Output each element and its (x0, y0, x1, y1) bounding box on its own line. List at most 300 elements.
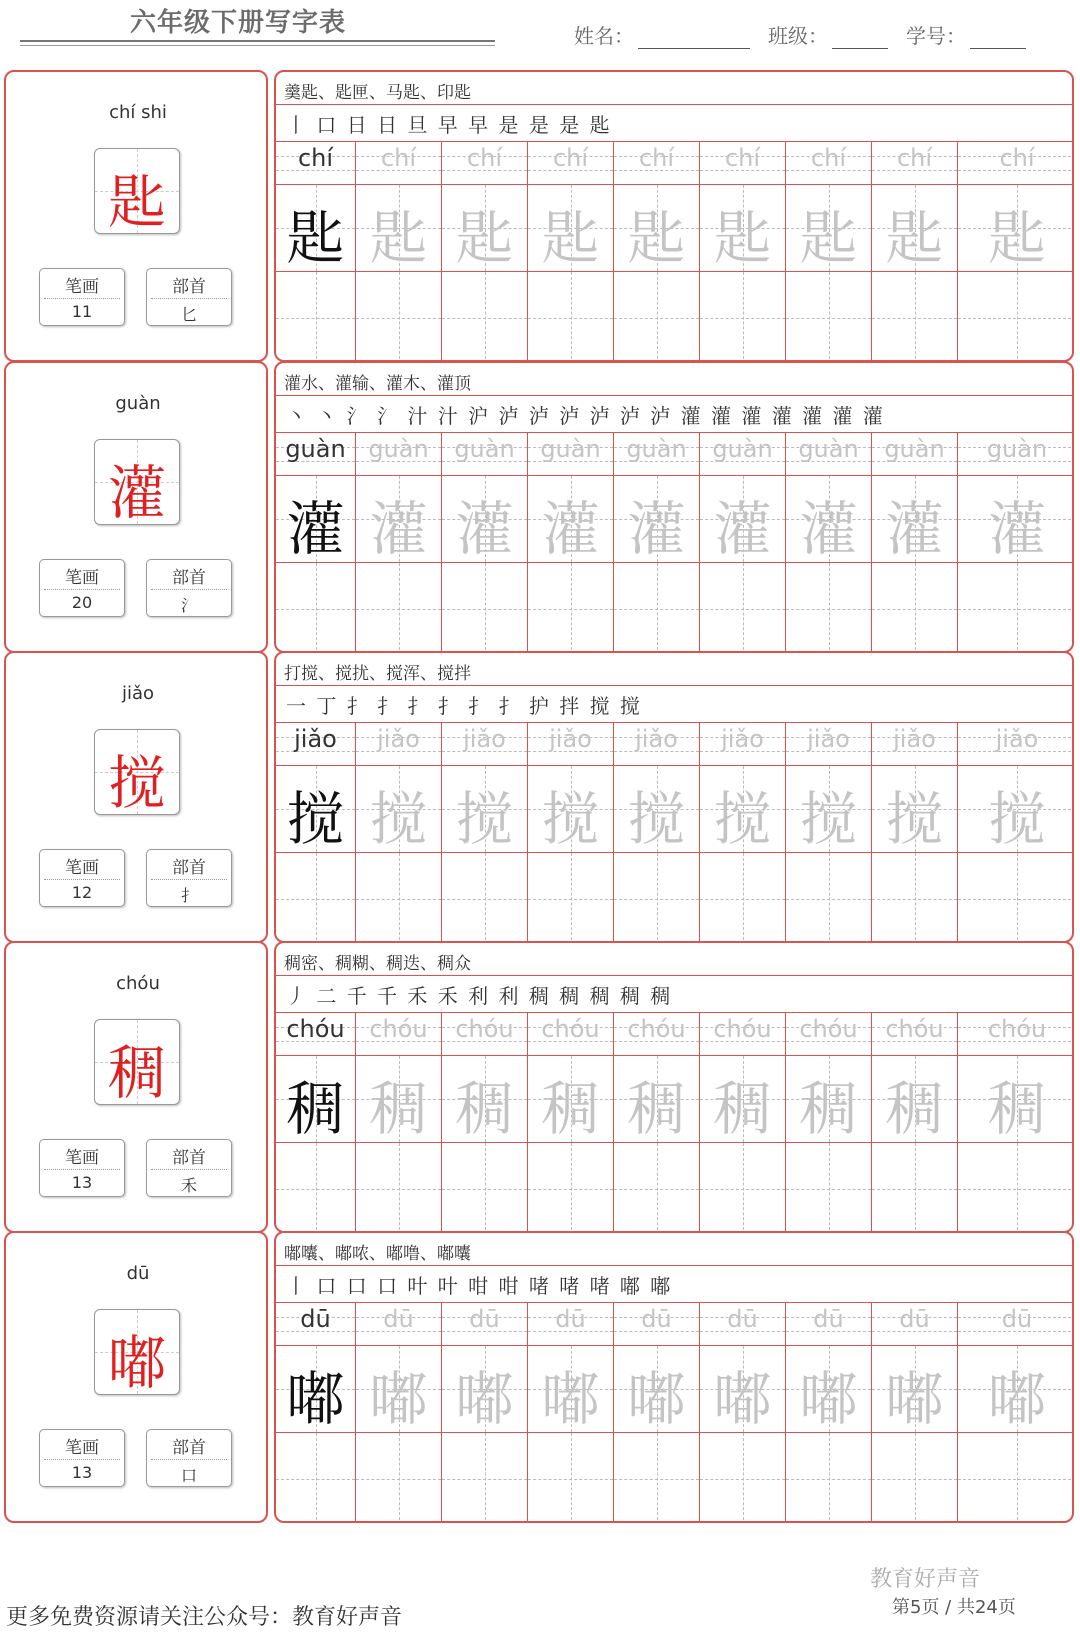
pinyin-trace: jiǎo (294, 725, 337, 753)
pinyin-cell[interactable] (442, 1013, 528, 1055)
pinyin-trace: chí (380, 144, 417, 172)
empty-practice-cell[interactable] (872, 1432, 958, 1523)
character-cell[interactable] (356, 475, 442, 562)
character-trace: 搅 (987, 785, 1046, 853)
pinyin-trace: guàn (540, 435, 601, 463)
empty-practice-cell[interactable] (786, 271, 872, 362)
pinyin-trace: jiǎo (377, 725, 420, 753)
pinyin-trace: guàn (712, 435, 773, 463)
character-pinyin: chóu (116, 973, 160, 994)
practice-grid (276, 723, 1074, 943)
character-trace: 灌 (455, 495, 514, 563)
character-block (4, 361, 1074, 653)
character-block (4, 70, 1074, 362)
practice-grid (276, 433, 1074, 653)
character-cell[interactable] (356, 184, 442, 271)
character-trace: 嘟 (541, 1365, 600, 1433)
pinyin-cell[interactable] (442, 433, 528, 475)
character-trace: 匙 (369, 204, 428, 272)
character-pinyin: chí shi (109, 102, 167, 123)
stroke-count-value: 20 (71, 593, 93, 612)
character-cell[interactable] (614, 475, 700, 562)
empty-practice-cell[interactable] (442, 271, 528, 362)
radical-label: 部首 (172, 277, 206, 297)
empty-practice-cell[interactable] (786, 852, 872, 943)
pinyin-cell[interactable] (528, 1013, 614, 1055)
empty-practice-cell[interactable] (958, 1432, 1074, 1523)
character-display-box (94, 148, 180, 234)
character-trace: 匙 (799, 204, 858, 272)
character-cell[interactable] (614, 184, 700, 271)
empty-practice-cell[interactable] (442, 562, 528, 653)
pinyin-cell[interactable] (958, 1013, 1074, 1055)
stroke-count-label: 笔画 (65, 277, 99, 297)
stroke-order: 丨 口 日 日 旦 早 早 是 是 是 匙 (286, 113, 612, 137)
pinyin-cell[interactable] (614, 1303, 700, 1345)
pinyin-cell[interactable] (276, 1013, 356, 1055)
pinyin-trace: chóu (541, 1015, 600, 1043)
empty-practice-cell[interactable] (528, 852, 614, 943)
stroke-order: 丨 口 口 口 叶 叶 咁 咁 啫 啫 啫 嘟 嘟 (286, 1274, 673, 1298)
radical-label: 部首 (172, 1438, 206, 1458)
pinyin-trace: chí (724, 144, 761, 172)
pinyin-cell[interactable] (442, 142, 528, 184)
empty-practice-cell[interactable] (700, 1142, 786, 1233)
empty-practice-cell[interactable] (276, 271, 356, 362)
pinyin-cell[interactable] (786, 1013, 872, 1055)
vocabulary-words: 羹匙、匙匣、马匙、印匙 (284, 83, 471, 103)
character-trace: 稠 (369, 1075, 428, 1143)
pinyin-trace: jiǎo (721, 725, 764, 753)
empty-practice-cell[interactable] (614, 1142, 700, 1233)
character-trace: 嘟 (885, 1365, 944, 1433)
practice-grid (276, 1303, 1074, 1523)
character-trace: 搅 (286, 785, 345, 853)
character-display-box (94, 1309, 180, 1395)
character-cell[interactable] (614, 765, 700, 852)
character-trace: 稠 (627, 1075, 686, 1143)
character-cell[interactable] (700, 765, 786, 852)
character-info-panel (4, 361, 268, 653)
empty-practice-cell[interactable] (700, 271, 786, 362)
name-blank[interactable] (638, 26, 750, 49)
pinyin-trace: jiǎo (807, 725, 850, 753)
pinyin-cell[interactable] (276, 142, 356, 184)
title-underline-thin (20, 45, 495, 46)
pinyin-trace: dū (813, 1305, 844, 1333)
character-cell[interactable] (786, 184, 872, 271)
pinyin-trace: chí (638, 144, 675, 172)
character-trace: 灌 (627, 495, 686, 563)
character-cell[interactable] (786, 1055, 872, 1142)
stroke-count-value: 11 (71, 302, 93, 321)
character-main: 搅 (107, 749, 166, 817)
page-header (0, 0, 1080, 60)
character-cell[interactable] (786, 1345, 872, 1432)
stroke-order: 丿 二 千 千 禾 禾 利 利 稠 稠 稠 稠 稠 (286, 984, 673, 1008)
pinyin-cell[interactable] (786, 723, 872, 765)
pinyin-cell[interactable] (872, 142, 958, 184)
pinyin-trace: chóu (799, 1015, 858, 1043)
pinyin-trace: jiǎo (549, 725, 592, 753)
pinyin-trace: jiǎo (463, 725, 506, 753)
pinyin-cell[interactable] (958, 142, 1074, 184)
character-trace: 搅 (369, 785, 428, 853)
character-cell[interactable] (528, 475, 614, 562)
empty-practice-cell[interactable] (786, 1142, 872, 1233)
pinyin-cell[interactable] (872, 433, 958, 475)
pinyin-cell[interactable] (958, 433, 1074, 475)
watermark: 教育好声音 (870, 1567, 981, 1592)
radical-label: 部首 (172, 568, 206, 588)
empty-practice-cell[interactable] (872, 271, 958, 362)
pinyin-cell[interactable] (786, 142, 872, 184)
stroke-count-label: 笔画 (65, 1438, 99, 1458)
character-trace: 稠 (799, 1075, 858, 1143)
pinyin-cell[interactable] (614, 1013, 700, 1055)
pinyin-cell[interactable] (356, 142, 442, 184)
character-trace: 嘟 (987, 1365, 1046, 1433)
pinyin-cell[interactable] (958, 1303, 1074, 1345)
character-trace: 嘟 (799, 1365, 858, 1433)
character-trace: 搅 (455, 785, 514, 853)
stroke-count-box (39, 1139, 125, 1197)
pinyin-trace: jiǎo (995, 725, 1039, 753)
stroke-order: 丶 丶 氵 氵 汁 汁 沪 泸 泸 泸 泸 泸 泸 灌 灌 灌 灌 灌 灌 灌 (286, 404, 885, 428)
empty-practice-cell[interactable] (872, 1142, 958, 1233)
practice-panel (274, 651, 1074, 943)
empty-practice-cell[interactable] (276, 852, 356, 943)
character-trace: 稠 (286, 1075, 345, 1143)
pinyin-trace: guàn (986, 435, 1048, 463)
empty-practice-cell[interactable] (872, 852, 958, 943)
character-info-panel (4, 941, 268, 1233)
character-trace: 嘟 (455, 1365, 514, 1433)
empty-practice-cell[interactable] (872, 562, 958, 653)
pinyin-cell[interactable] (528, 433, 614, 475)
character-cell[interactable] (442, 184, 528, 271)
character-cell[interactable] (872, 475, 958, 562)
pinyin-trace: chí (552, 144, 589, 172)
empty-practice-cell[interactable] (356, 271, 442, 362)
empty-practice-cell[interactable] (700, 1432, 786, 1523)
empty-practice-cell[interactable] (786, 1432, 872, 1523)
vocabulary-words: 打搅、搅扰、搅浑、搅拌 (284, 664, 471, 684)
radical-box (146, 268, 232, 326)
empty-practice-cell[interactable] (614, 852, 700, 943)
character-trace: 稠 (987, 1075, 1046, 1143)
character-cell[interactable] (872, 1345, 958, 1432)
character-info-panel (4, 1231, 268, 1523)
stroke-order: 一 丁 扌 扌 扌 扌 扌 扌 护 拌 搅 搅 (286, 694, 642, 718)
class-label: 班级： (768, 24, 828, 48)
character-cell[interactable] (276, 765, 356, 852)
pinyin-trace: chóu (455, 1015, 514, 1043)
radical-value: 匕 (180, 305, 197, 324)
empty-practice-cell[interactable] (276, 562, 356, 653)
empty-practice-cell[interactable] (356, 852, 442, 943)
character-display-box (94, 439, 180, 525)
pinyin-trace: jiǎo (635, 725, 678, 753)
pinyin-cell[interactable] (442, 1303, 528, 1345)
character-trace: 匙 (286, 204, 345, 272)
character-trace: 灌 (369, 495, 428, 563)
pinyin-cell[interactable] (356, 433, 442, 475)
character-cell[interactable] (958, 184, 1074, 271)
character-cell[interactable] (356, 1055, 442, 1142)
pinyin-trace: guàn (285, 435, 346, 463)
character-cell[interactable] (276, 184, 356, 271)
pinyin-trace: chóu (885, 1015, 944, 1043)
character-cell[interactable] (958, 1345, 1074, 1432)
pinyin-cell[interactable] (700, 1303, 786, 1345)
empty-practice-cell[interactable] (700, 852, 786, 943)
id-field (906, 20, 1026, 49)
character-cell[interactable] (356, 765, 442, 852)
character-cell[interactable] (528, 765, 614, 852)
stroke-count-label: 笔画 (65, 858, 99, 878)
pinyin-trace: chí (810, 144, 847, 172)
character-trace: 稠 (885, 1075, 944, 1143)
character-trace: 灌 (713, 495, 772, 563)
character-cell[interactable] (786, 765, 872, 852)
pinyin-trace: guàn (798, 435, 859, 463)
pinyin-trace: guàn (884, 435, 945, 463)
radical-label: 部首 (172, 1148, 206, 1168)
empty-practice-cell[interactable] (614, 271, 700, 362)
character-trace: 稠 (713, 1075, 772, 1143)
empty-practice-cell[interactable] (356, 1142, 442, 1233)
character-main: 稠 (107, 1039, 166, 1107)
pinyin-cell[interactable] (528, 723, 614, 765)
pinyin-cell[interactable] (872, 1013, 958, 1055)
pinyin-cell[interactable] (356, 1303, 442, 1345)
radical-value: 禾 (180, 1176, 197, 1195)
stroke-count-label: 笔画 (65, 1148, 99, 1168)
name-label: 姓名： (574, 24, 634, 48)
empty-practice-cell[interactable] (442, 1142, 528, 1233)
radical-value: 扌 (180, 886, 197, 905)
character-trace: 稠 (455, 1075, 514, 1143)
empty-practice-cell[interactable] (700, 562, 786, 653)
class-blank[interactable] (832, 26, 888, 49)
pinyin-trace: chí (896, 144, 933, 172)
character-block (4, 651, 1074, 943)
character-trace: 匙 (455, 204, 514, 272)
radical-value: 口 (180, 1466, 197, 1485)
pinyin-cell[interactable] (700, 1013, 786, 1055)
pinyin-cell[interactable] (276, 723, 356, 765)
radical-box (146, 559, 232, 617)
character-trace: 灌 (987, 495, 1046, 563)
empty-practice-cell[interactable] (442, 852, 528, 943)
title-underline (20, 40, 495, 42)
pinyin-trace: dū (727, 1305, 758, 1333)
pinyin-cell[interactable] (872, 1303, 958, 1345)
character-trace: 匙 (987, 204, 1046, 272)
pinyin-cell[interactable] (700, 723, 786, 765)
character-cell[interactable] (356, 1345, 442, 1432)
character-trace: 嘟 (713, 1365, 772, 1433)
stroke-count-value: 13 (71, 1173, 93, 1192)
character-trace: 灌 (286, 495, 345, 563)
vocabulary-words: 稠密、稠糊、稠迭、稠众 (284, 954, 471, 974)
character-cell[interactable] (958, 475, 1074, 562)
footer-note: 更多免费资源请关注公众号：教育好声音 (6, 1605, 403, 1630)
practice-panel (274, 70, 1074, 362)
empty-practice-cell[interactable] (276, 1142, 356, 1233)
pinyin-trace: dū (555, 1305, 586, 1333)
character-cell[interactable] (872, 765, 958, 852)
empty-practice-cell[interactable] (528, 562, 614, 653)
name-field (574, 20, 750, 49)
character-trace: 搅 (885, 785, 944, 853)
character-display-box (94, 1019, 180, 1105)
pinyin-cell[interactable] (614, 433, 700, 475)
pinyin-cell[interactable] (872, 723, 958, 765)
stroke-count-value: 13 (71, 1463, 93, 1482)
character-display-box (94, 729, 180, 815)
empty-practice-cell[interactable] (786, 562, 872, 653)
character-main: 嘟 (107, 1329, 166, 1397)
pinyin-trace: dū (1001, 1305, 1033, 1333)
stroke-count-box (39, 268, 125, 326)
pinyin-trace: chóu (713, 1015, 772, 1043)
character-cell[interactable] (528, 184, 614, 271)
pinyin-trace: guàn (454, 435, 515, 463)
pinyin-cell[interactable] (528, 142, 614, 184)
character-cell[interactable] (614, 1055, 700, 1142)
character-cell[interactable] (442, 475, 528, 562)
character-main: 匙 (107, 168, 166, 236)
practice-panel (274, 361, 1074, 653)
pinyin-cell[interactable] (276, 1303, 356, 1345)
character-trace: 匙 (541, 204, 600, 272)
character-cell[interactable] (442, 765, 528, 852)
character-trace: 嘟 (286, 1365, 345, 1433)
pinyin-trace: chí (297, 144, 334, 172)
pinyin-cell[interactable] (700, 433, 786, 475)
empty-practice-cell[interactable] (528, 1142, 614, 1233)
pinyin-trace: dū (899, 1305, 930, 1333)
pinyin-cell[interactable] (276, 433, 356, 475)
vocabulary-words: 嘟囔、嘟哝、嘟噜、嘟囔 (284, 1244, 471, 1264)
character-cell[interactable] (958, 765, 1074, 852)
character-cell[interactable] (276, 1055, 356, 1142)
radical-box (146, 1139, 232, 1197)
empty-practice-cell[interactable] (528, 271, 614, 362)
pinyin-cell[interactable] (528, 1303, 614, 1345)
character-cell[interactable] (700, 475, 786, 562)
radical-value: 氵 (180, 596, 197, 615)
stroke-count-value: 12 (71, 883, 93, 902)
id-label: 学号： (906, 24, 966, 48)
pinyin-trace: chóu (987, 1015, 1047, 1043)
page-title: 六年级下册写字表 (130, 8, 347, 38)
character-cell[interactable] (700, 184, 786, 271)
character-trace: 稠 (541, 1075, 600, 1143)
empty-practice-cell[interactable] (356, 1432, 442, 1523)
character-cell[interactable] (700, 1055, 786, 1142)
pinyin-trace: dū (469, 1305, 500, 1333)
pinyin-trace: chóu (369, 1015, 428, 1043)
character-cell[interactable] (958, 1055, 1074, 1142)
character-cell[interactable] (276, 1345, 356, 1432)
pinyin-cell[interactable] (786, 1303, 872, 1345)
stroke-count-label: 笔画 (65, 568, 99, 588)
character-block (4, 941, 1074, 1233)
empty-practice-cell[interactable] (356, 562, 442, 653)
empty-practice-cell[interactable] (958, 562, 1074, 653)
character-cell[interactable] (872, 184, 958, 271)
id-blank[interactable] (970, 26, 1026, 49)
stroke-count-box (39, 849, 125, 907)
character-trace: 嘟 (627, 1365, 686, 1433)
pinyin-trace: chóu (627, 1015, 686, 1043)
character-cell[interactable] (614, 1345, 700, 1432)
practice-grid (276, 1013, 1074, 1233)
character-block (4, 1231, 1074, 1523)
empty-practice-cell[interactable] (614, 562, 700, 653)
character-cell[interactable] (786, 475, 872, 562)
character-trace: 搅 (627, 785, 686, 853)
radical-box (146, 849, 232, 907)
pinyin-trace: chóu (286, 1015, 345, 1043)
pinyin-trace: dū (641, 1305, 672, 1333)
empty-practice-cell[interactable] (528, 1432, 614, 1523)
empty-practice-cell[interactable] (442, 1432, 528, 1523)
character-cell[interactable] (442, 1055, 528, 1142)
character-cell[interactable] (276, 475, 356, 562)
pinyin-cell[interactable] (614, 142, 700, 184)
character-trace: 灌 (541, 495, 600, 563)
character-cell[interactable] (872, 1055, 958, 1142)
pinyin-cell[interactable] (356, 723, 442, 765)
character-cell[interactable] (528, 1055, 614, 1142)
character-trace: 搅 (799, 785, 858, 853)
character-cell[interactable] (528, 1345, 614, 1432)
pinyin-cell[interactable] (700, 142, 786, 184)
character-trace: 搅 (713, 785, 772, 853)
character-info-panel (4, 70, 268, 362)
empty-practice-cell[interactable] (958, 1142, 1074, 1233)
pinyin-cell[interactable] (442, 723, 528, 765)
pinyin-trace: chí (999, 144, 1035, 172)
empty-practice-cell[interactable] (614, 1432, 700, 1523)
character-info-panel (4, 651, 268, 943)
pinyin-trace: jiǎo (893, 725, 936, 753)
practice-panel (274, 1231, 1074, 1523)
empty-practice-cell[interactable] (276, 1432, 356, 1523)
character-trace: 灌 (885, 495, 944, 563)
character-cell[interactable] (442, 1345, 528, 1432)
character-pinyin: dū (126, 1263, 150, 1284)
pinyin-cell[interactable] (958, 723, 1074, 765)
pinyin-trace: guàn (626, 435, 687, 463)
character-pinyin: guàn (115, 393, 161, 414)
pinyin-cell[interactable] (786, 433, 872, 475)
pinyin-trace: dū (383, 1305, 414, 1333)
stroke-count-box (39, 1429, 125, 1487)
empty-practice-cell[interactable] (958, 852, 1074, 943)
pinyin-cell[interactable] (356, 1013, 442, 1055)
pinyin-trace: guàn (368, 435, 429, 463)
radical-box (146, 1429, 232, 1487)
pinyin-cell[interactable] (614, 723, 700, 765)
empty-practice-cell[interactable] (958, 271, 1074, 362)
character-cell[interactable] (700, 1345, 786, 1432)
vocabulary-words: 灌水、灌输、灌木、灌顶 (284, 374, 471, 394)
